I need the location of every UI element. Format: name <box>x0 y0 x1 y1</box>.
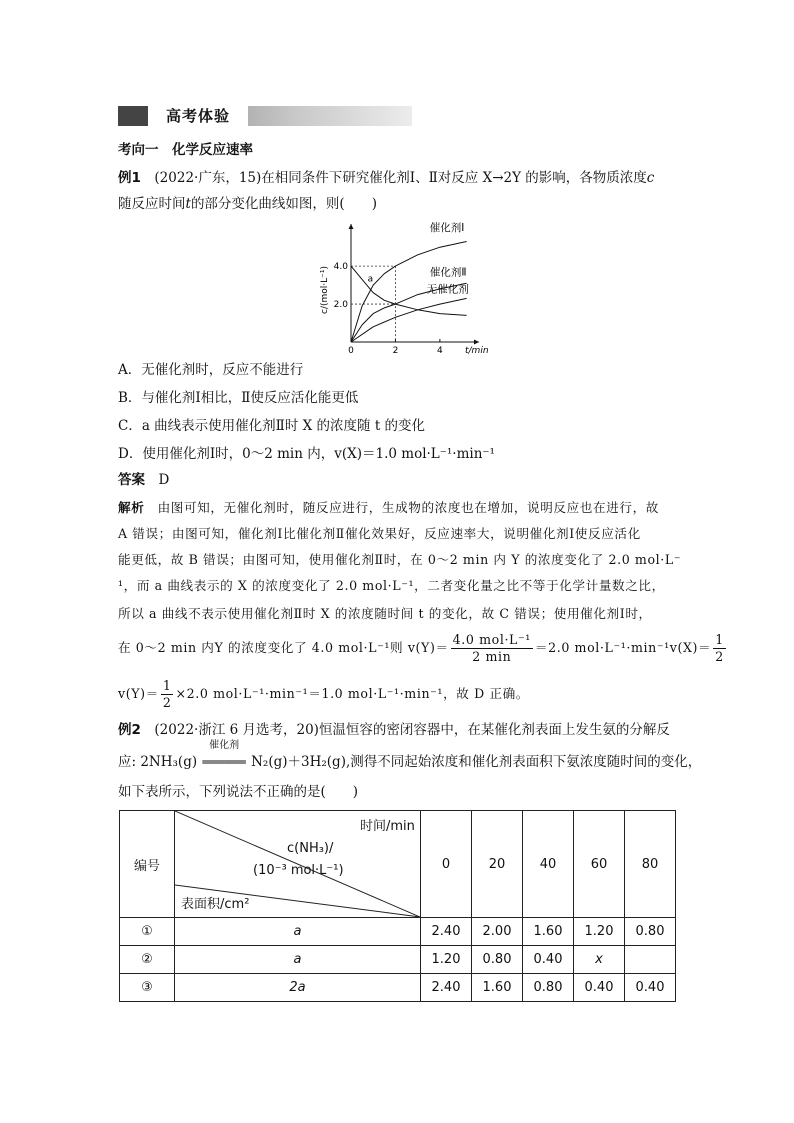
time-header-60: 60 <box>574 811 625 918</box>
cell-value: 0.80 <box>523 974 574 1002</box>
time-header-40: 40 <box>523 811 574 918</box>
row-area: a <box>175 918 421 946</box>
row-number: ① <box>120 918 175 946</box>
cell-value: 0.40 <box>625 974 676 1002</box>
reaction-arrow: 催化剂 ══════ <box>197 752 251 772</box>
example2-source: (2022·浙江 6 月选考，20) <box>154 722 319 738</box>
diag-conc-label-2: (10⁻³ mol·L⁻¹) <box>253 863 344 878</box>
x-tick-label: 4 <box>437 346 443 354</box>
answer-line <box>118 470 169 490</box>
reaction-condition: 催化剂 <box>209 740 240 751</box>
calc-line1-a: 在 0～2 min 内Y 的浓度变化了 4.0 mol·L⁻¹则 v(Y)＝ <box>118 640 449 655</box>
analysis-text-1: 由图可知，无催化剂时，随反应进行，生成物的浓度也在增加，说明反应也在进行，故 <box>157 500 659 515</box>
analysis-calc-line-1 <box>118 632 728 665</box>
row-area: a <box>175 946 421 974</box>
y-tick-label: 2.0 <box>333 300 348 311</box>
cell-value: 0.80 <box>625 918 676 946</box>
example2-reaction-line <box>118 740 702 772</box>
example1-source: (2022·广东，15) <box>154 170 262 186</box>
table-row <box>120 946 676 974</box>
example1-stem-line2 <box>118 194 377 214</box>
half-num-2: 1 <box>162 678 172 693</box>
option-b: B．与催化剂Ⅰ相比，Ⅱ使反应活化能更低 <box>118 390 359 406</box>
ammonia-table <box>119 810 676 1002</box>
cell-value: 2.40 <box>421 974 472 1002</box>
series-label: 无催化剂 <box>426 283 469 296</box>
example2-stem-line1 <box>118 720 670 740</box>
y-axis-arrow <box>349 224 354 229</box>
cell-value: 0.80 <box>472 946 523 974</box>
analysis-line-5: 所以 a 曲线不表示使用催化剂Ⅱ时 X 的浓度随时间 t 的变化，故 C 错误；使用催化剂Ⅰ时， <box>118 606 652 621</box>
x-axis-arrow <box>474 340 479 345</box>
cell-value: 1.60 <box>472 974 523 1002</box>
cell-value: 2.40 <box>421 918 472 946</box>
diag-time-label: 时间/min <box>360 819 415 834</box>
calc-line2-b: ×2.0 mol·L⁻¹·min⁻¹＝1.0 mol·L⁻¹·min⁻¹，故 D 正确。 <box>175 686 529 701</box>
example2-stem-line3: 如下表所示，下列说法不正确的是( ) <box>118 784 359 800</box>
cell-value: 0.40 <box>523 946 574 974</box>
fraction-num: 4.0 mol·L⁻¹ <box>452 632 531 647</box>
row-area: 2a <box>175 974 421 1002</box>
analysis-line-1 <box>118 498 659 518</box>
time-header-20: 20 <box>472 811 523 918</box>
example2-label: 例2 <box>118 722 141 738</box>
reaction-right: N₂(g)＋3H₂(g),测得不同起始浓度和催化剂表面积下氨浓度随时间的变化， <box>251 754 702 770</box>
answer-value: D <box>158 472 170 488</box>
cell-value: x <box>574 946 625 974</box>
cell-value: 1.60 <box>523 918 574 946</box>
example1-c: c <box>646 170 655 186</box>
analysis-line-2: A 错误；由图可知，催化剂Ⅰ比催化剂Ⅱ催化效果好，反应速率大，说明催化剂Ⅰ使反应活化 <box>118 526 641 541</box>
half-den-1: 2 <box>715 649 724 664</box>
example1-stem-b: 随反应时间 <box>118 196 186 212</box>
fraction-den: 2 min <box>472 649 512 664</box>
concentration-time-chart <box>310 222 490 354</box>
x-tick-label: 0 <box>348 346 354 354</box>
col-number-header: 编号 <box>120 811 175 918</box>
series-label: 催化剂Ⅱ <box>429 266 467 279</box>
diag-conc-label-1: c(NH₃)/ <box>287 841 334 856</box>
option-d: D．使用催化剂Ⅰ时，0～2 min 内，v(X)＝1.0 mol·L⁻¹·min⁻¹ <box>118 446 495 462</box>
y-tick-label: 4.0 <box>333 262 348 273</box>
example1-stem-line1 <box>118 168 654 188</box>
example1-label: 例1 <box>118 170 141 186</box>
fraction-rate-y <box>451 632 533 665</box>
half-num-1: 1 <box>715 632 724 647</box>
analysis-line-3: 能更低，故 B 错误；由图可知，使用催化剂Ⅱ时，在 0～2 min 内 Y 的浓度变化了 2.0 mol·L⁻ <box>118 552 682 567</box>
series-label: 催化剂Ⅰ <box>429 222 465 235</box>
cell-value <box>625 946 676 974</box>
cell-value: 0.40 <box>574 974 625 1002</box>
time-header-0: 0 <box>421 811 472 918</box>
analysis-line-4: ¹，而 a 曲线表示的 X 的浓度变化了 2.0 mol·L⁻¹，二者变化量之比不等于化学计量数之比， <box>118 578 665 593</box>
option-c: C．a 曲线表示使用催化剂Ⅱ时 X 的浓度随 t 的变化 <box>118 418 426 434</box>
reaction-left: 应: 2NH₃(g) <box>118 754 198 770</box>
analysis-label: 解析 <box>118 500 145 515</box>
row-number: ② <box>120 946 175 974</box>
section-title: 高考体验 <box>148 106 248 126</box>
example2-stem-a: 恒温恒容的密闭容器中，在某催化剂表面上发生氨的分解反 <box>318 722 670 738</box>
table-header-row <box>120 811 676 918</box>
x-axis-label: t/min <box>465 346 489 354</box>
x-tick-label: 2 <box>392 346 399 354</box>
cell-value: 1.20 <box>574 918 625 946</box>
half-den-2: 2 <box>162 695 172 710</box>
answer-label: 答案 <box>118 472 145 488</box>
fraction-half-2 <box>161 678 174 711</box>
analysis-calc-line-2 <box>118 678 529 711</box>
cell-value: 2.00 <box>472 918 523 946</box>
annotation-a: a <box>367 274 374 285</box>
table-row <box>120 918 676 946</box>
table-row <box>120 974 676 1002</box>
example1-stem-a: 在相同条件下研究催化剂Ⅰ、Ⅱ对反应 X→2Y 的影响，各物质浓度 <box>261 170 647 186</box>
option-a: A．无催化剂时，反应不能进行 <box>118 362 304 378</box>
example1-stem-d: 的部分变化曲线如图，则( ) <box>190 196 377 212</box>
calc-line2-a: v(Y)＝ <box>118 686 159 701</box>
diag-area-label: 表面积/cm² <box>181 897 250 912</box>
calc-line1-b: ＝2.0 mol·L⁻¹·min⁻¹v(X)＝ <box>534 640 712 655</box>
fraction-half-1 <box>713 632 726 665</box>
row-number: ③ <box>120 974 175 1002</box>
time-header-80: 80 <box>625 811 676 918</box>
y-axis-label: c/(mol·L⁻¹) <box>320 265 330 315</box>
direction-heading: 考向一 化学反应速率 <box>118 142 253 158</box>
series-line-3 <box>351 298 467 342</box>
cell-value: 1.20 <box>421 946 472 974</box>
diagonal-header <box>175 811 421 918</box>
example1-t: t <box>185 196 191 212</box>
